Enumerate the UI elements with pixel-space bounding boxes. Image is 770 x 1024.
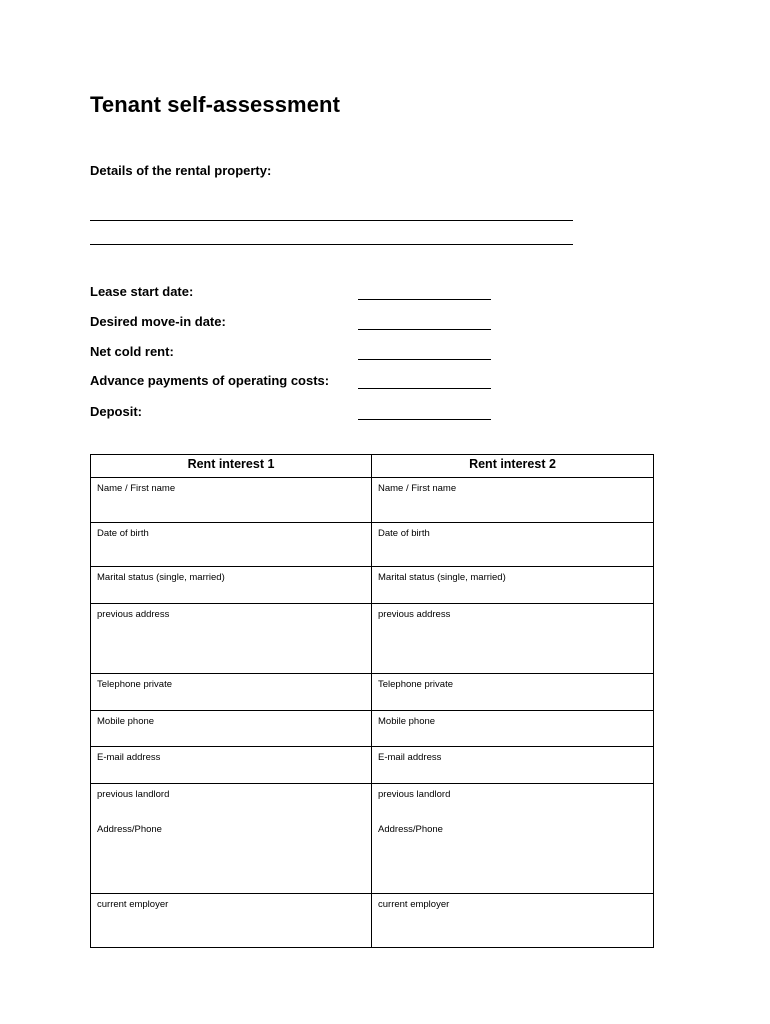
net-cold-rent-row: [90, 344, 492, 364]
move-in-date-label: Desired move-in date:: [90, 314, 226, 329]
operating-costs-field[interactable]: [358, 388, 491, 389]
cell-label: E-mail address: [97, 752, 161, 763]
lease-start-date-field[interactable]: [358, 299, 491, 300]
move-in-date-row: [90, 314, 492, 334]
table-row: [91, 784, 654, 894]
cell-label: previous landlord: [378, 789, 451, 800]
deposit-field[interactable]: [358, 419, 491, 420]
move-in-date-field[interactable]: [358, 329, 491, 330]
table-row: [91, 604, 654, 674]
cell-label: Name / First name: [378, 483, 457, 494]
marital-cell-1[interactable]: [91, 567, 372, 604]
table-row: [91, 523, 654, 567]
cell-label: Date of birth: [378, 528, 430, 539]
dob-cell-1[interactable]: [91, 523, 372, 567]
cell-sublabel: Address/Phone: [97, 824, 162, 835]
property-details-label: Details of the rental property:: [90, 163, 272, 178]
cell-label: Date of birth: [97, 528, 149, 539]
prev-address-cell-2[interactable]: [372, 604, 654, 674]
mobile-cell-2[interactable]: [372, 711, 654, 747]
prev-landlord-cell-2[interactable]: [372, 784, 654, 894]
mobile-cell-1[interactable]: [91, 711, 372, 747]
deposit-label: Deposit:: [90, 404, 142, 419]
prev-landlord-cell-1[interactable]: [91, 784, 372, 894]
cell-label: Marital status (single, married): [378, 572, 506, 583]
property-address-line-2[interactable]: [90, 244, 573, 245]
cell-label: current employer: [97, 899, 169, 910]
cell-label: Telephone private: [97, 679, 172, 690]
header-rent-interest-2: Rent interest 2: [372, 455, 654, 478]
table-row: [91, 567, 654, 604]
page-title: Tenant self-assessment: [90, 92, 341, 117]
operating-costs-row: [90, 373, 492, 393]
cell-label: Name / First name: [97, 483, 176, 494]
marital-cell-2[interactable]: [372, 567, 654, 604]
header-rent-interest-1: Rent interest 1: [91, 455, 372, 478]
property-address-line-1[interactable]: [90, 220, 573, 221]
cell-sublabel: Address/Phone: [378, 824, 443, 835]
lease-start-date-row: [90, 284, 492, 304]
name-cell-2[interactable]: [372, 478, 654, 523]
employer-cell-2[interactable]: [372, 894, 654, 948]
table-row: [91, 478, 654, 523]
table-row: [91, 711, 654, 747]
dob-cell-2[interactable]: [372, 523, 654, 567]
net-cold-rent-label: Net cold rent:: [90, 344, 174, 359]
table-header-row: [91, 455, 654, 478]
deposit-row: [90, 404, 492, 424]
operating-costs-label: Advance payments of operating costs:: [90, 373, 330, 388]
cell-label: Mobile phone: [378, 716, 436, 727]
employer-cell-1[interactable]: [91, 894, 372, 948]
cell-label: E-mail address: [378, 752, 442, 763]
cell-label: Mobile phone: [97, 716, 155, 727]
table-row: [91, 894, 654, 948]
table-row: [91, 674, 654, 711]
lease-start-date-label: Lease start date:: [90, 284, 194, 299]
name-cell-1[interactable]: [91, 478, 372, 523]
telephone-cell-2[interactable]: [372, 674, 654, 711]
email-cell-1[interactable]: [91, 747, 372, 784]
telephone-cell-1[interactable]: [91, 674, 372, 711]
prev-address-cell-1[interactable]: [91, 604, 372, 674]
cell-label: previous address: [97, 609, 170, 620]
table-row: [91, 747, 654, 784]
cell-label: previous address: [378, 609, 451, 620]
cell-label: Telephone private: [378, 679, 453, 690]
net-cold-rent-field[interactable]: [358, 359, 491, 360]
email-cell-2[interactable]: [372, 747, 654, 784]
cell-label: current employer: [378, 899, 450, 910]
cell-label: Marital status (single, married): [97, 572, 225, 583]
cell-label: previous landlord: [97, 789, 170, 800]
rent-interest-table: [90, 454, 654, 948]
